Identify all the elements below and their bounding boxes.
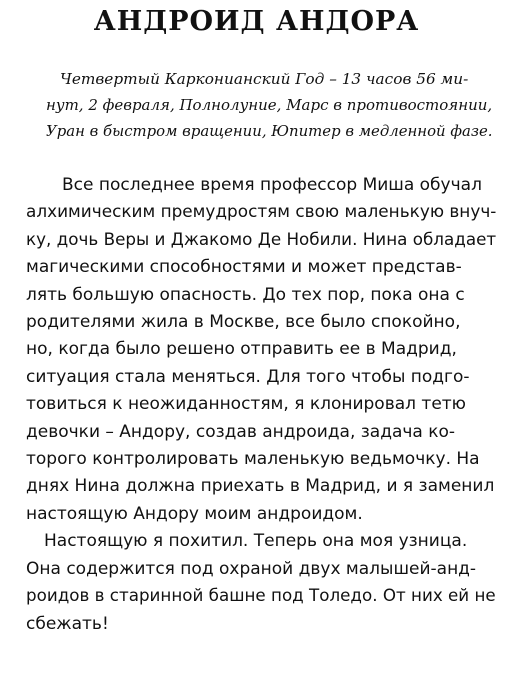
text-line: лять большую опасность. До тех пор, пока она с — [26, 284, 465, 305]
page-title: АНДРОИД АНДОРА — [93, 6, 420, 37]
text-line: товиться к неожиданностям, я клонировал тетю — [26, 394, 466, 415]
text-line: Она содержится под охраной двух малышей-анд- — [26, 558, 477, 579]
epigraph-line: нут, 2 февраля, Полнолуние, Марс в противостоянии, — [46, 96, 493, 114]
text-line: Все последнее время профессор Миша обучал — [62, 175, 482, 195]
text-line: роидов в старинной башне под Толедо. От них ей не — [26, 586, 496, 607]
text-line: сбежать! — [26, 613, 109, 634]
epigraph-line: Уран в быстром вращении, Юпитер в медленной фазе. — [46, 122, 493, 140]
paragraph-2 — [26, 528, 496, 638]
text-line: алхимическим премудростям свою маленькую внуч- — [26, 202, 497, 223]
text-line: ситуация стала меняться. Для того чтобы подго- — [26, 366, 470, 387]
text-line: девочки – Андору, создав андроида, задача ко- — [26, 421, 456, 442]
paragraph-1 — [26, 172, 496, 528]
text-line: родителями жила в Москве, все было спокойно, — [26, 312, 461, 333]
text-line: Настоящую я похитил. Теперь она моя узница. — [44, 531, 468, 552]
text-line: магическими способностями и может представ- — [26, 257, 462, 278]
epigraph — [46, 66, 492, 144]
text-line: ку, дочь Веры и Джакомо Де Нобили. Нина обладает — [26, 229, 497, 250]
epigraph-line: Четвертый Карконианский Год – 13 часов 56 ми- — [60, 70, 469, 88]
text-line: торого контролировать маленькую ведьмочку. На — [26, 449, 480, 470]
text-line: днях Нина должна приехать в Мадрид, и я заменил — [26, 476, 495, 497]
body-text — [26, 172, 496, 638]
text-line: настоящую Андору моим андроидом. — [26, 503, 363, 524]
text-line: но, когда было решено отправить ее в Мадрид, — [26, 339, 457, 360]
